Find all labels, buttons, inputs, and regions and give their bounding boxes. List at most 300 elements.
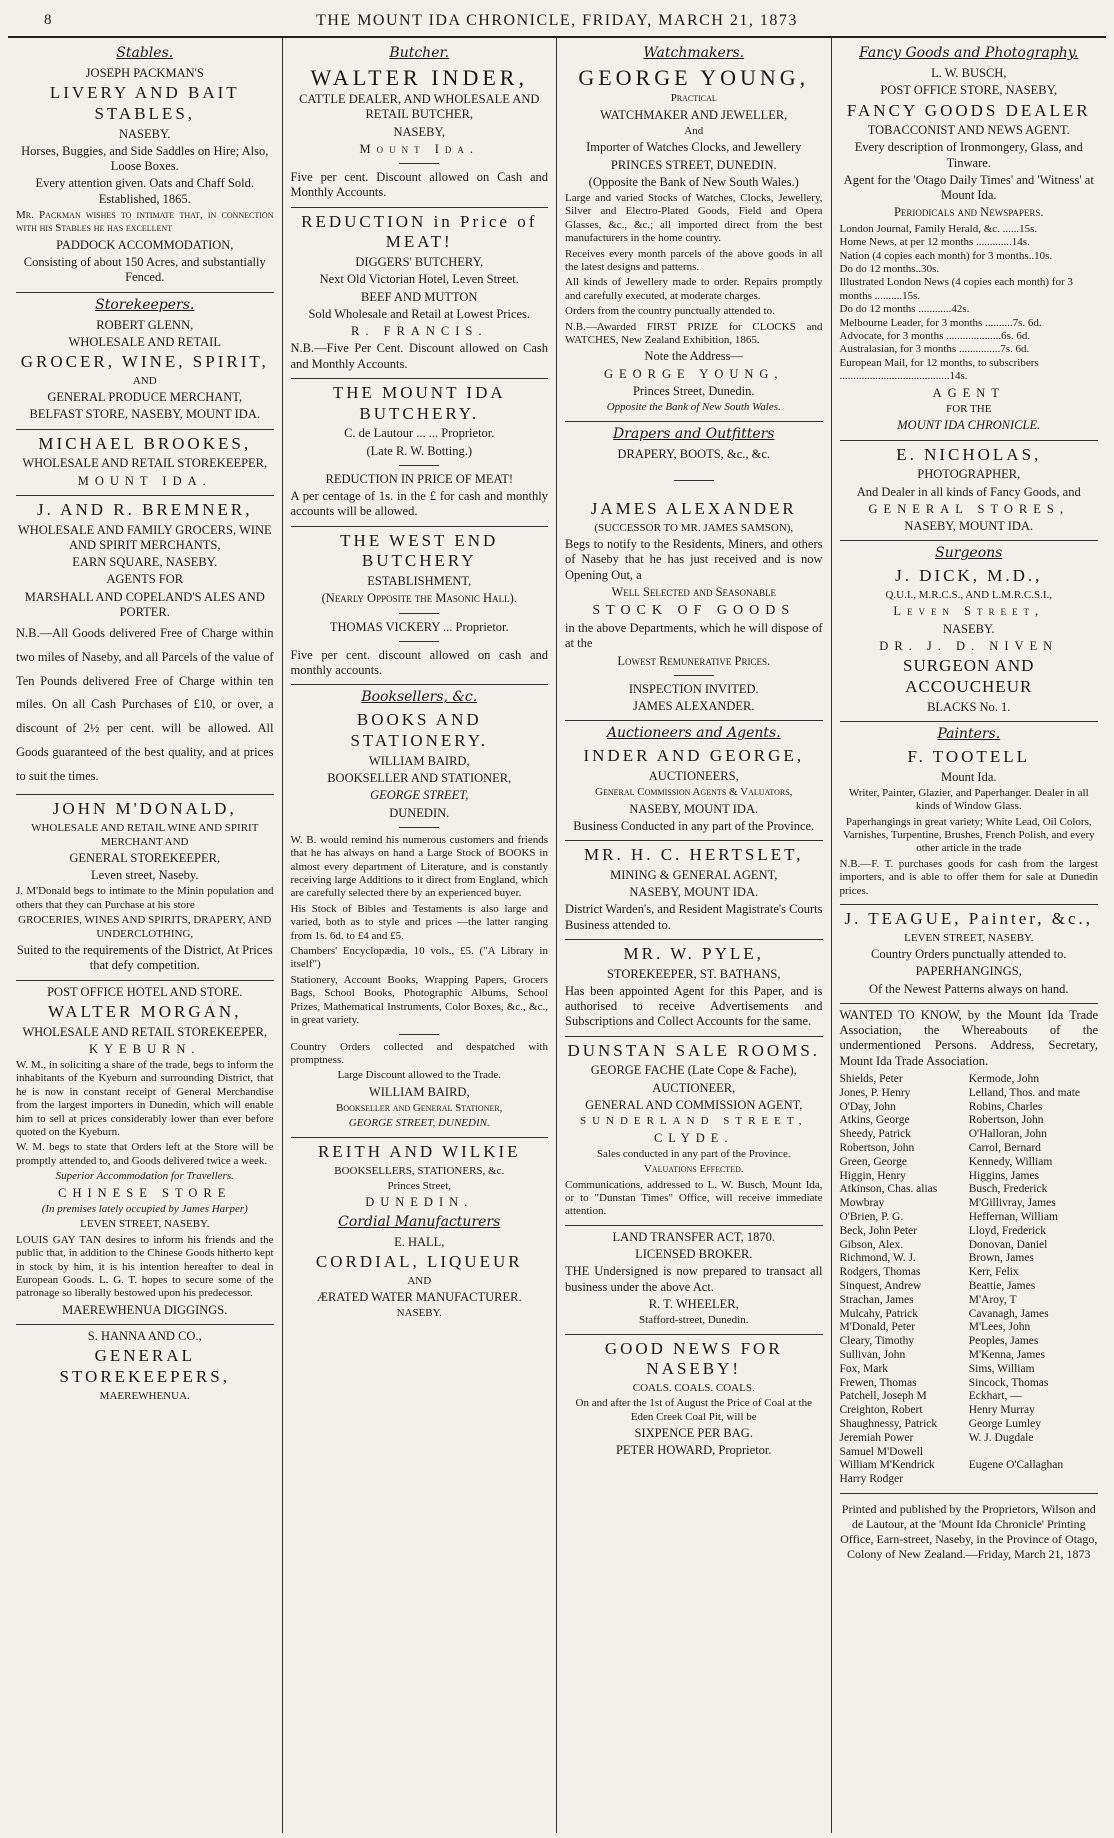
names-right-column [969, 1073, 1098, 1487]
column-3 [557, 38, 832, 1833]
ad-title: WALTER MORGAN, [48, 1001, 242, 1021]
ad-line: Q.U.I., M.R.C.S., AND L.M.R.C.S.I., [885, 588, 1053, 601]
list-item: M'Donald, Peter [839, 1321, 916, 1334]
ad-line: FOR THE [946, 402, 992, 415]
divider [16, 980, 274, 981]
ad-line: NASEBY, MOUNT IDA. [629, 801, 759, 816]
ad-line: CHINESE STORE [58, 1185, 232, 1200]
ad-pyle [565, 944, 823, 1030]
ad-body: Has been appointed Agent for this Paper, and is authorised to receive Advertisements and Subscriptions and Collect Accounts for the same. [565, 983, 823, 1029]
ad-title: CORDIAL, LIQUEUR [315, 1251, 523, 1271]
ad-line: S. HANNA AND CO., [87, 1329, 202, 1344]
ad-line: Opposite the Bank of New South Wales. [606, 401, 781, 414]
ad-line: AUCTIONEERS, [648, 769, 739, 784]
ad-line: ÆRATED WATER MANUFACTURER. [316, 1289, 522, 1304]
ad-morgan [16, 985, 274, 1184]
ad-line: Suited to the requirements of the District, At Prices that defy competition. [16, 943, 273, 973]
ad-line: COALS. COALS. COALS. [632, 1382, 755, 1394]
ad-line: Country Orders punctually attended to. [871, 947, 1067, 962]
ad-line: MAEREWHENUA. [99, 1389, 190, 1402]
ad-diggers-butchery [291, 212, 549, 372]
ad-line: And Dealer in all kinds of Fancy Goods, and [856, 484, 1081, 499]
ad-brookes [16, 434, 274, 489]
list-item: Harry Rodger [839, 1473, 904, 1486]
list-item: Sinquest, Andrew [839, 1279, 922, 1292]
ad-line: STOREKEEPER, ST. BATHANS, [606, 966, 781, 981]
ad-title: E. NICHOLAS, [896, 444, 1042, 464]
ad-line: C. de Lautour ... ... Proprietor. [344, 426, 495, 441]
ad-line: NASEBY. [118, 126, 171, 141]
list-item: Kennedy, William [968, 1155, 1053, 1168]
list-item: Higgin, Henry [839, 1169, 906, 1182]
section-heading-stables: Stables. [116, 45, 174, 61]
ad-line: KYEBURN. [88, 1041, 201, 1056]
divider [565, 421, 823, 422]
ad-body: Orders from the country punctually attended to. [565, 305, 775, 318]
ad-title: BOOKS AND STATIONERY. [350, 710, 489, 751]
divider [291, 1137, 549, 1138]
divider [565, 720, 823, 721]
ad-young [565, 66, 823, 415]
section-heading-fancy-goods: Fancy Goods and Photography. [859, 45, 1079, 61]
ad-body: Country Orders collected and despatched with promptness. [290, 1040, 548, 1066]
list-item: O'Halloran, John [968, 1128, 1047, 1141]
divider [399, 1034, 439, 1035]
divider [565, 1036, 823, 1037]
ad-title: MR. H. C. HERTSLET, [583, 845, 804, 865]
ad-body: Five per cent. Discount allowed on Cash and Monthly Accounts. [290, 170, 548, 200]
masthead [8, 6, 1106, 38]
ad-title: F. TOOTELL [907, 746, 1030, 766]
ad-line: R. FRANCIS. [350, 324, 488, 339]
list-item: Eugene O'Callaghan [968, 1459, 1064, 1472]
ad-line: PRINCES STREET, DUNEDIN. [610, 157, 777, 172]
ad-line: And [684, 124, 704, 137]
ad-body: District Warden's, and Resident Magistrate's Courts Business attended to. [565, 902, 823, 932]
list-item: Atkinson, Chas. alias Mowbray [839, 1183, 938, 1210]
ad-body: Large and varied Stocks of Watches, Clocks, Jewellery, Silver and Electro-Plated Goods, Field and Opera Glasses, &c., &c.; all imported direct from the best manufacturers in the home country. [565, 192, 823, 245]
list-item: Rodgers, Thomas [839, 1266, 921, 1279]
list-item: Sims, William [968, 1362, 1035, 1375]
list-item: Peoples, James [968, 1335, 1039, 1348]
ad-line: GENERAL STOREKEEPER, [69, 850, 221, 865]
ad-title: J. AND R. BREMNER, [36, 499, 253, 519]
ad-line: TOBACCONIST AND NEWS AGENT. [867, 123, 1070, 138]
list-item: Busch, Frederick [968, 1183, 1048, 1196]
ad-body: His Stock of Bibles and Testaments is also large and varied, both as to style and prices —the latter ranging from 1s. 6d. to £4 and £5. [290, 902, 548, 942]
ad-line: DUNEDIN. [365, 1195, 474, 1210]
list-item: Robertson, John [968, 1114, 1044, 1127]
divider [399, 465, 439, 466]
divider [399, 163, 439, 164]
ad-body: Chambers' Encyclopædia, 10 vols., £5. ("A Library in itself") [290, 945, 548, 971]
ad-body: Receives every month parcels of the above goods in all the latest designs and patterns. [565, 247, 823, 274]
divider [16, 495, 274, 496]
ad-line: Leven Street, [893, 604, 1045, 619]
ad-body: THE Undersigned is now prepared to transact all business under the above Act. [565, 1264, 823, 1294]
ad-line: Princes Street, Dunedin. [632, 383, 755, 398]
ad-line: GEORGE FACHE (Late Cope & Fache), [590, 1063, 797, 1078]
list-item: Strachan, James [839, 1293, 914, 1306]
ad-line: Practical [670, 92, 717, 105]
ad-line: INSPECTION INVITED. [628, 681, 759, 696]
list-item: Green, George [839, 1155, 907, 1168]
ad-line: BLACKS No. 1. [927, 699, 1011, 714]
ad-body: W. B. would remind his numerous customers and friends that he has always on hand a Large Stock of BOOKS in almost every department of Literature, and is constantly receiving large Additions to it direct from England, which are carefully selected there by an experienced buyer. [290, 833, 548, 900]
list-item: M'Gillivray, James [968, 1197, 1056, 1210]
ad-line: BOOKSELLERS, STATIONERS, &c. [334, 1164, 505, 1177]
divider [399, 827, 439, 828]
ad-packman [16, 66, 274, 286]
ad-line: Leven street, Naseby. [91, 868, 199, 883]
list-item: Cleary, Timothy [839, 1335, 915, 1348]
list-item: Gibson, Alex. [839, 1238, 904, 1251]
ad-line: General Commission Agents & Valuators, [595, 786, 793, 799]
ad-title: LIVERY AND BAIT STABLES, [49, 83, 240, 123]
list-item: Patchell, Joseph M [839, 1390, 927, 1403]
divider [840, 540, 1099, 541]
ad-alexander [565, 447, 823, 715]
list-item: Lloyd, Frederick [968, 1224, 1047, 1237]
divider [565, 1225, 823, 1226]
list-item: European Mail, for 12 months, to subscribers ........................................14s. [839, 356, 1039, 383]
list-item: Carrol, Bernard [968, 1141, 1041, 1154]
ad-line: Valuations Effected. [643, 1163, 744, 1176]
ad-title: GOOD NEWS FOR NASEBY! [604, 1338, 783, 1379]
divider [674, 480, 714, 481]
divider [16, 794, 274, 795]
ad-body: W. M. begs to state that Orders left at the Store will be promptly attended to, and Goods delivered twice a week. [16, 1141, 274, 1167]
ad-title: GROCER, WINE, SPIRIT, [20, 352, 269, 372]
list-item: Melbourne Leader, for 3 months ..........7s. 6d. [839, 316, 1042, 329]
ad-line: On and after the 1st of August the Price of Coal at the Eden Creek Coal Pit, will be [575, 1397, 812, 1423]
ad-body: Five per cent. discount allowed on cash and monthly accounts. [290, 647, 548, 678]
ad-line: Every attention given. Oats and Chaff Sold. Established, 1865. [35, 176, 254, 206]
list-item [969, 1446, 1098, 1460]
ad-inder [291, 66, 549, 201]
ad-body: All kinds of Jewellery made to order. Repairs promptly and carefully executed, at moderate charges. [565, 276, 823, 302]
ad-line: PHOTOGRAPHER, [917, 467, 1021, 482]
ad-line: Of the Newest Patterns always on hand. [868, 981, 1069, 996]
columns [8, 38, 1106, 1833]
ad-line: LAND TRANSFER ACT, 1870. [612, 1229, 775, 1244]
ad-dick [840, 566, 1099, 637]
masthead-title: THE MOUNT IDA CHRONICLE, FRIDAY, MARCH 21, 1873 [316, 12, 798, 29]
ad-line: WHOLESALE AND RETAIL STOREKEEPER, [22, 1024, 268, 1039]
ad-line: Sold Wholesale and Retail at Lowest Prices. [308, 306, 531, 321]
ad-chinese-store [16, 1186, 274, 1301]
ad-mount-ida-butchery [291, 383, 549, 520]
ad-body: N.B.—All Goods delivered Free of Charge within two miles of Naseby, and all Parcels of the value of Ten Pounds delivered Free of Charge within ten miles. On all Cash Purchases of £10, or over, a discount of 2½ per cent. will be allowed. All Goods guaranteed of the best quality, and at prices to suit the times. [16, 626, 274, 783]
ad-line: WHOLESALE AND FAMILY GROCERS, WINE AND SPIRIT MERCHANTS, [17, 522, 272, 552]
ad-title: JAMES ALEXANDER [590, 498, 797, 518]
section-heading-painters: Painters. [937, 725, 1001, 742]
ad-tootell [840, 747, 1099, 898]
ad-title: DUNSTAN SALE ROOMS. [567, 1040, 821, 1060]
ad-line: WATCHMAKER AND JEWELLER, [600, 107, 788, 122]
list-item: Heffernan, William [968, 1210, 1058, 1223]
ad-line: Princes Street, [387, 1179, 452, 1192]
ad-line: SUNDERLAND STREET, [579, 1115, 808, 1128]
ad-line: WILLIAM BAIRD, [368, 753, 470, 768]
section-heading-cordial: Cordial Manufacturers [338, 1213, 501, 1230]
ad-line: THOMAS VICKERY ... Proprietor. [329, 619, 509, 634]
ad-line: MARSHALL AND COPELAND'S ALES AND PORTER. [24, 589, 265, 619]
ad-line: GROCERIES, WINES AND SPIRITS, DRAPERY, AND UNDERCLOTHING, [18, 914, 272, 940]
wanted-names [840, 1073, 1099, 1487]
list-item: Shaughnessy, Patrick [839, 1417, 938, 1430]
section-heading-booksellers: Booksellers, &c. [361, 689, 478, 706]
ad-title: WALTER INDER, [310, 65, 528, 90]
ad-hertslet [565, 845, 823, 933]
ad-line: (In premises lately occupied by James Harper) [41, 1202, 248, 1215]
list-item: Fox, Mark [839, 1362, 889, 1375]
list-item: O'Day, John [839, 1100, 896, 1113]
ad-title: J. DICK, M.D., [895, 566, 1043, 586]
ad-body: N.B.—Five Per Cent. Discount allowed on Cash and Monthly Accounts. [290, 341, 548, 371]
ad-bremner [16, 500, 274, 788]
ad-hall [291, 1235, 549, 1321]
ad-line: Stafford-street, Dunedin. [639, 1314, 749, 1327]
ad-title: THE MOUNT IDA BUTCHERY. [332, 382, 506, 423]
list-item: Eckhart, — [968, 1390, 1022, 1403]
divider [674, 675, 714, 676]
ad-niven [840, 639, 1099, 715]
list-item: Sincock, Thomas [968, 1376, 1049, 1389]
ad-body: LOUIS GAY TAN desires to inform his friends and the public that, in addition to the Chinese Goods hitherto kept in stock by him, it is his intention hereafter to deal in European Goods. L. G. T. hopes to secure some of the patronage so liberally bestowed upon his predecessor. [16, 1233, 274, 1300]
list-item: Kermode, John [968, 1072, 1040, 1085]
ad-line: GENERAL PRODUCE MERCHANT, [47, 390, 243, 405]
ad-title: MICHAEL BROOKES, [38, 433, 252, 453]
ad-line: Sales conducted in any part of the Province. [596, 1147, 791, 1160]
divider [291, 526, 549, 527]
ad-line: WHOLESALE AND RETAIL STOREKEEPER, [22, 456, 268, 471]
list-item: Kerr, Felix [968, 1266, 1019, 1279]
ad-line: Note the Address— [644, 349, 744, 364]
ad-line: CLYDE. [653, 1130, 734, 1145]
ad-line: GEORGE YOUNG, [603, 366, 784, 381]
ad-hanna [16, 1303, 274, 1403]
ad-line: LICENSED BROKER. [635, 1247, 753, 1262]
section-heading-watchmakers: Watchmakers. [643, 45, 745, 61]
divider [399, 613, 439, 614]
ad-line: Mount Ida. [359, 141, 480, 156]
list-item: Henry Murray [968, 1404, 1035, 1417]
ad-body: J. M'Donald begs to intimate to the Minin population and others that they can Purchase at his store [16, 885, 274, 911]
ad-title: J. TEAGUE, Painter, &c., [844, 909, 1094, 929]
ad-line: DR. J. D. NIVEN [879, 638, 1059, 653]
ad-reith-wilkie [291, 1142, 549, 1211]
ad-teague [840, 909, 1099, 997]
list-item: Sullivan, John [839, 1348, 906, 1361]
ad-line: WILLIAM BAIRD, [368, 1084, 470, 1099]
ad-body: W. M., in soliciting a share of the trade, begs to inform the inhabitants of the Kyeburn and surrounding District, that he is now in constant receipt of General Merchandise from the largest importers in Dunedin, which will enable him to sell at prices considerably lower than ever before quoted on the Kyeburn. [16, 1059, 274, 1139]
list-item: Robins, Charles [968, 1100, 1043, 1113]
ad-land-transfer [565, 1230, 823, 1328]
ad-nicholas [840, 445, 1099, 535]
ad-line: SIXPENCE PER BAG. [634, 1426, 753, 1441]
ad-line: Agent for the 'Otago Daily Times' and 'Witness' at Mount Ida. [843, 172, 1094, 203]
ad-line: JOSEPH PACKMAN'S [85, 66, 204, 80]
list-item: Nation (4 copies each month) for 3 months..10s. [839, 249, 1053, 262]
ad-line: (SUCCESSOR TO MR. JAMES SAMSON), [594, 521, 794, 534]
list-item: Australasian, for 3 months ...............7s. 6d. [839, 343, 1030, 356]
ad-line: BEEF AND MUTTON [361, 289, 478, 304]
ad-title: FANCY GOODS DEALER [846, 100, 1091, 120]
ad-line: Importer of Watches Clocks, and Jewellery [586, 140, 802, 155]
divider [16, 292, 274, 293]
list-item: Do do 12 months..30s. [839, 262, 940, 275]
ad-line: LEVEN STREET, NASEBY. [904, 931, 1034, 944]
section-heading-drapers: Drapers and Outfitters [613, 425, 775, 442]
ad-coal [565, 1339, 823, 1459]
ad-line: AUCTIONEER, [652, 1080, 736, 1095]
ad-mcdonald [16, 799, 274, 973]
list-item: George Lumley [968, 1417, 1042, 1430]
list-item: Home News, at per 12 months .............14s. [839, 236, 1030, 249]
imprint: Printed and published by the Proprietors, Wilson and de Lautour, at the 'Mount Ida Chronicle' Printing Office, Earn-street, Naseby, in the Province of Otago, Colony of New Zealand.—Friday, March 21, 1873 [840, 1501, 1098, 1561]
ad-line: NASEBY, [393, 124, 446, 139]
list-item: Shields, Peter [839, 1072, 903, 1085]
ad-line: Lowest Remunerative Prices. [617, 653, 771, 668]
list-item: Donovan, Daniel [968, 1238, 1048, 1251]
ad-busch [840, 66, 1099, 434]
ad-title: JOHN M'DONALD, [52, 799, 237, 819]
ad-line: ROBERT GLENN, [96, 317, 194, 332]
ad-line: Paperhangings in great variety; White Lead, Oil Colors, Varnishes, Turpentine, Brushes, French Polish, and every other article in the trade [842, 815, 1095, 855]
ad-line: MINING & GENERAL AGENT, [610, 867, 778, 882]
ad-line: WHOLESALE AND RETAIL WINE AND SPIRIT MERCHANT AND [31, 822, 259, 848]
list-item: Beck, John Peter [839, 1224, 918, 1237]
list-item: W. J. Dugdale [968, 1431, 1034, 1444]
list-item: Robertson, John [839, 1141, 915, 1154]
ad-line: Horses, Buggies, and Side Saddles on Hire; Also, Loose Boxes. [21, 143, 269, 174]
ad-line: CATTLE DEALER, AND WHOLESALE AND RETAIL BUTCHER, [299, 92, 540, 122]
ad-line: DRAPERY, BOOTS, &c., &c. [617, 446, 771, 461]
list-item: London Journal, Family Herald, &c. ......15s. [839, 222, 1038, 235]
ad-body: WANTED TO KNOW, by the Mount Ida Trade Association, the Whereabouts of the undermentioned Persons. Address, Secretary, Mount Ida Trade Association. [839, 1007, 1098, 1068]
list-item: Do do 12 months ............42s. [839, 303, 970, 316]
section-heading-storekeepers: Storekeepers. [95, 296, 195, 313]
ad-line: AND [132, 374, 157, 387]
divider [16, 429, 274, 430]
ad-baird [291, 710, 549, 1130]
ad-body: N.B.—F. T. purchases goods for cash from the largest importers, and is able to offer them for sale at Dunedin prices. [839, 857, 1098, 897]
column-2 [283, 38, 558, 1833]
ad-line: Next Old Victorian Hotel, Leven Street. [319, 272, 519, 287]
ad-line: GEORGE STREET, DUNEDIN. [348, 1117, 490, 1130]
ad-line: GENERAL AND COMMISSION AGENT, [585, 1097, 803, 1112]
ad-line: REDUCTION IN PRICE OF MEAT! [325, 471, 513, 486]
ad-line: AGENT [932, 385, 1005, 400]
ad-line: AGENTS FOR [106, 572, 184, 587]
divider [840, 440, 1099, 441]
ad-line: NASEBY, MOUNT IDA. [629, 885, 759, 900]
ad-line: Large Discount allowed to the Trade. [337, 1069, 502, 1082]
ad-line: STOCK OF GOODS [592, 603, 796, 619]
ad-line: Mount Ida. [940, 769, 997, 784]
ad-line: R. T. WHEELER, [648, 1296, 739, 1311]
ad-title: GENERAL STOREKEEPERS, [59, 1346, 230, 1387]
list-item: M'Lees, John [968, 1321, 1031, 1334]
ad-line: Periodicals and Newspapers. [893, 205, 1044, 220]
list-item: Beattie, James [968, 1279, 1036, 1292]
list-item: Higgins, James [968, 1169, 1040, 1182]
ad-line: AND [407, 1274, 432, 1287]
section-heading-butcher: Butcher. [389, 45, 450, 61]
column-4 [832, 38, 1107, 1833]
ad-line: BOOKSELLER AND STATIONER, [327, 771, 512, 786]
ad-line: E. HALL, [394, 1234, 445, 1249]
ad-line: PADDOCK ACCOMMODATION, [56, 237, 234, 252]
list-item: Atkins, George [839, 1114, 910, 1127]
ad-line: NASEBY. [942, 621, 995, 636]
list-item: Illustrated London News (4 copies each month) for 3 months ..........15s. [839, 276, 1073, 302]
list-item: O'Brien, P. G. [839, 1210, 904, 1223]
list-item: Brown, James [968, 1252, 1034, 1265]
ad-line: Superior Accommodation for Travellers. [55, 1170, 234, 1183]
list-item: Mulcahy, Patrick [839, 1307, 918, 1320]
list-item: Samuel M'Dowell [839, 1445, 924, 1458]
ad-title: INDER AND GEORGE, [583, 746, 805, 766]
ad-line: EARN SQUARE, NASEBY. [72, 555, 218, 570]
ad-line: MOUNT IDA. [77, 473, 212, 488]
ad-line: (Late R. W. Botting.) [366, 443, 473, 458]
ad-body: in the above Departments, which he will dispose of at the [565, 621, 823, 651]
ad-line: NASEBY. [396, 1307, 442, 1320]
ad-line: WHOLESALE AND RETAIL [68, 334, 221, 349]
ad-line: POST OFFICE STORE, NASEBY, [880, 83, 1058, 98]
ad-line: MAEREWHENUA DIGGINGS. [62, 1302, 228, 1317]
periodicals-list [840, 223, 1099, 384]
ad-inder-george [565, 746, 823, 834]
list-item: Sheedy, Patrick [839, 1128, 911, 1141]
ad-body: N.B.—Awarded FIRST PRIZE for CLOCKS and WATCHES, New Zealand Exhibition, 1865. [565, 320, 823, 347]
divider [565, 840, 823, 841]
ad-line: DUNEDIN. [389, 805, 450, 820]
list-item: Creighton, Robert [839, 1404, 923, 1417]
ad-line: Bookseller and General Stationer, [336, 1101, 503, 1114]
ad-line: (Opposite the Bank of New South Wales.) [588, 174, 799, 189]
ad-line: Consisting of about 150 Acres, and substantially Fenced. [23, 255, 266, 285]
divider [291, 207, 549, 208]
list-item: Richmond, W. J. [839, 1252, 916, 1265]
ad-title: REDUCTION in Price of MEAT! [301, 211, 538, 252]
ad-title: GEORGE YOUNG, [578, 65, 810, 90]
page-number: 8 [44, 12, 52, 28]
ad-glenn [16, 318, 274, 423]
section-heading-auctioneers: Auctioneers and Agents. [606, 725, 781, 742]
ad-line: MOUNT IDA CHRONICLE. [897, 418, 1041, 433]
list-item: Frewen, Thomas [839, 1376, 917, 1389]
ad-line: PETER HOWARD, Proprietor. [615, 1443, 772, 1458]
column-1 [8, 38, 283, 1833]
ad-line: ESTABLISHMENT, [367, 574, 472, 589]
list-item: Advocate, for 3 months ....................6s. 6d. [839, 329, 1031, 342]
ad-line: Business Conducted in any part of the Province. [573, 818, 815, 833]
ad-line: (Nearly Opposite the Masonic Hall). [321, 591, 517, 606]
divider [291, 378, 549, 379]
ad-line: NASEBY, MOUNT IDA. [904, 519, 1034, 533]
divider [840, 904, 1099, 905]
ad-wanted [840, 1008, 1099, 1487]
divider [840, 1493, 1099, 1494]
names-left-column [840, 1073, 969, 1487]
ad-line: JAMES ALEXANDER. [632, 699, 755, 714]
ad-line: POST OFFICE HOTEL AND STORE. [47, 984, 243, 999]
ad-west-end-butchery [291, 531, 549, 679]
section-heading-surgeons: Surgeons [935, 545, 1003, 562]
